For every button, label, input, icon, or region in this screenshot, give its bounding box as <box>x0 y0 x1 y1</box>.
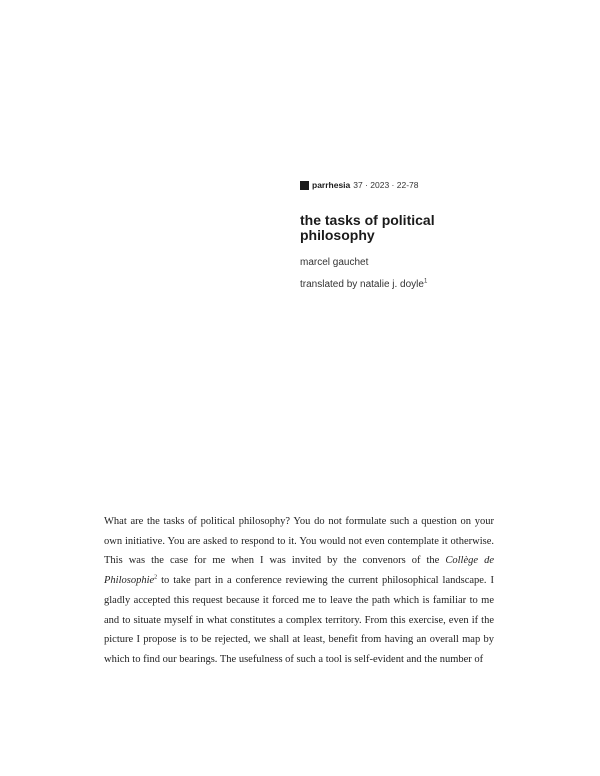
footnote-ref-2: 2 <box>154 574 158 581</box>
translator-credit <box>300 279 427 290</box>
citation-info: 37 · 2023 · 22-78 <box>353 180 419 190</box>
journal-logo-square <box>300 181 309 190</box>
college-name: Collège de Philosophie <box>104 555 495 587</box>
body-text-part1: What are the tasks of political philosophy? You do not formulate such a question on your own initiative. You are asked to respond to it. You would not even contemplate it otherwise. This was the case for me when I was invited by the convenors of the <box>104 516 494 567</box>
translator-text: translated by natalie j. doyle <box>300 279 424 290</box>
body-text-part2: to take part in a conference reviewing the current philosophical landscape. I gladly accepted this request because it forced me to leave the path which is familiar to me and to situate myself in what constitutes a complex territory. From this exercise, even if the picture I propose is to be rejected, we shall at least, benefit from having an overall map by which to find our bearings. The usefulness of such a tool is self-evident and the number of <box>104 575 494 665</box>
author-name: marcel gauchet <box>300 257 369 268</box>
journal-name: parrhesia <box>312 180 351 190</box>
footnote-ref-1: 1 <box>423 278 428 285</box>
article-title: the tasks of political philosophy <box>300 212 435 243</box>
body-paragraph <box>104 512 494 670</box>
journal-citation <box>300 180 419 190</box>
